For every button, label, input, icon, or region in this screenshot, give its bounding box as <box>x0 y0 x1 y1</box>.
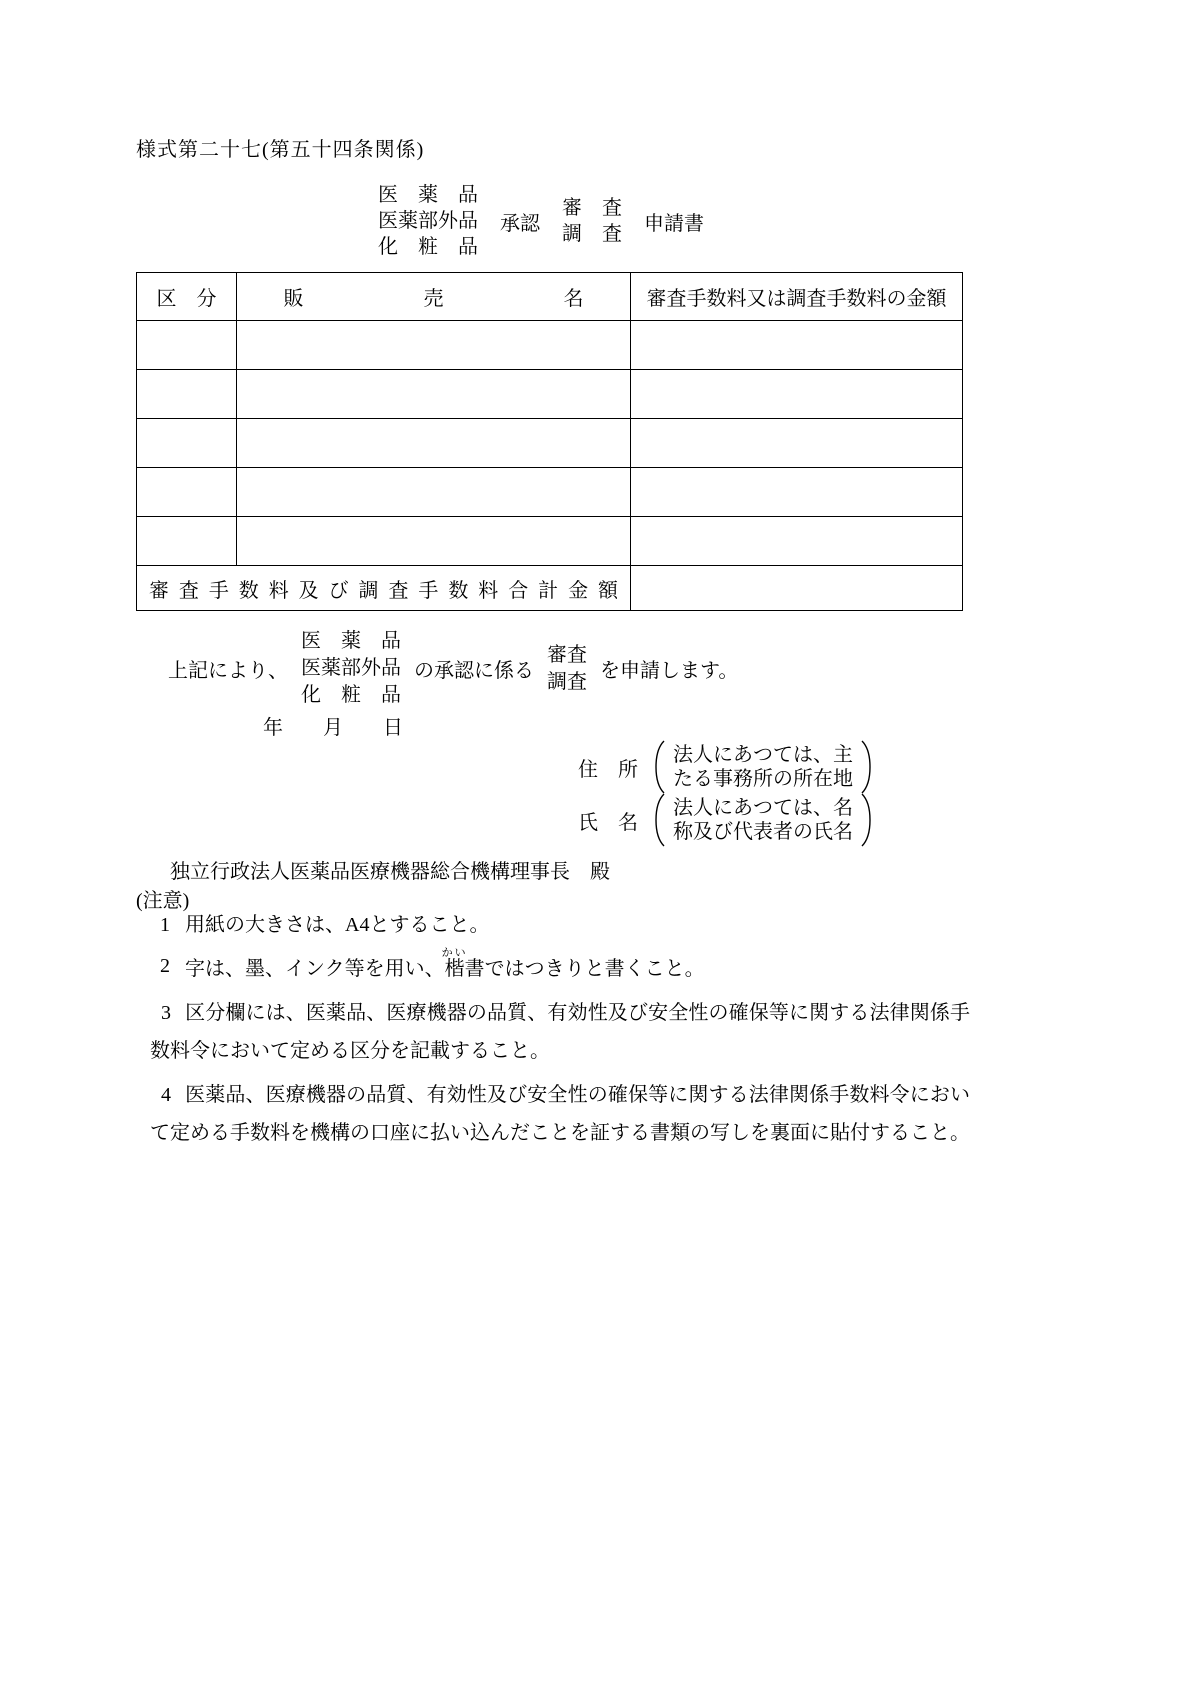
note-3-number: 3 <box>161 1002 171 1024</box>
note-item-4 <box>150 1076 970 1152</box>
empty-cell <box>631 468 963 517</box>
address-label: 住 所 <box>578 758 638 781</box>
note-1-text: 用紙の大きさは、A4とすること。 <box>185 914 490 936</box>
ruby-base: 楷 <box>441 958 468 980</box>
notes-heading: (注意) <box>136 890 190 912</box>
title-investigation-label: 調 査 <box>562 223 622 245</box>
note-2-number: 2 <box>160 955 170 977</box>
note-2-text <box>185 947 705 988</box>
note-4-number: 4 <box>161 1084 171 1106</box>
note-item-3 <box>150 994 970 1070</box>
name-note-line1: 法人にあつては、名 <box>673 797 853 819</box>
form-number-label: 様式第二十七(第五十四条関係) <box>136 139 425 161</box>
statement-review-label: 審査 <box>547 643 587 666</box>
total-amount-cell <box>631 566 963 611</box>
table-total-row <box>137 566 963 611</box>
empty-cell <box>237 419 631 468</box>
note-item-1 <box>160 906 489 944</box>
title-review-label: 審 査 <box>562 197 622 219</box>
total-label-cell: 審 査 手 数 料 及 び 調 査 手 数 料 合 計 金 額 <box>137 566 631 611</box>
title-product-type-stack <box>378 182 478 260</box>
table-empty-row <box>137 468 963 517</box>
note-3-text: 区分欄には、医薬品、医療機器の品質、有効性及び安全性の確保等に関する法律関係手数料令において定める区分を記載すること。 <box>150 1002 970 1062</box>
header-product-name: 販 売 名 <box>237 273 631 321</box>
empty-cell <box>631 321 963 370</box>
empty-cell <box>137 321 237 370</box>
title-product-type-cosmetic: 化 粧 品 <box>378 236 478 258</box>
empty-cell <box>237 517 631 566</box>
statement-middle: の承認に係る <box>414 660 534 682</box>
title-application-label: 申請書 <box>644 212 704 235</box>
right-bracket-icon <box>860 740 873 794</box>
ruby-kai <box>441 947 468 980</box>
table-empty-row <box>137 419 963 468</box>
statement-investigation-label: 調査 <box>547 670 587 693</box>
header-fee: 審査手数料又は調査手数料の金額 <box>631 273 963 321</box>
name-note <box>673 796 853 844</box>
title-review-stack <box>562 195 622 247</box>
name-row <box>578 793 873 847</box>
statement-tail: を申請します。 <box>600 660 739 682</box>
table-empty-row <box>137 517 963 566</box>
title-approval-label: 承認 <box>500 212 540 235</box>
note-2-prefix: 字は、墨、インク等を用い、 <box>185 958 445 980</box>
address-note <box>673 743 853 791</box>
form-title-block <box>378 182 704 260</box>
empty-cell <box>237 468 631 517</box>
title-product-type-pharmaceutical: 医 薬 品 <box>378 184 478 206</box>
table-empty-row <box>137 370 963 419</box>
address-row <box>578 740 873 794</box>
left-bracket-icon <box>653 740 666 794</box>
statement-lead: 上記により、 <box>168 660 288 682</box>
empty-cell <box>631 370 963 419</box>
statement-review-stack <box>547 642 587 696</box>
table-body <box>137 273 963 611</box>
name-note-line2: 称及び代表者の氏名 <box>673 821 853 843</box>
note-2-suffix: 書ではつきりと書くこと。 <box>464 958 705 980</box>
empty-cell <box>631 517 963 566</box>
note-4-text: 医薬品、医療機器の品質、有効性及び安全性の確保等に関する法律関係手数料令において定める手数料を機構の口座に払い込んだことを証する書類の写しを裏面に貼付すること。 <box>150 1084 970 1144</box>
name-label: 氏 名 <box>578 811 638 834</box>
title-product-type-quasi-drug: 医薬部外品 <box>378 210 478 232</box>
application-fee-table <box>136 272 963 611</box>
empty-cell <box>137 517 237 566</box>
note-1-number: 1 <box>160 914 170 936</box>
statement-product-type-quasi-drug: 医薬部外品 <box>301 657 401 679</box>
empty-cell <box>137 419 237 468</box>
statement-product-type-cosmetic: 化 粧 品 <box>301 684 401 706</box>
empty-cell <box>137 468 237 517</box>
empty-cell <box>631 419 963 468</box>
empty-cell <box>137 370 237 419</box>
table-empty-row <box>137 321 963 370</box>
date-line: 年 月 日 <box>263 717 403 739</box>
right-bracket-icon <box>860 793 873 847</box>
statement-product-type-stack <box>301 628 401 709</box>
empty-cell <box>237 321 631 370</box>
table-header-row <box>137 273 963 321</box>
empty-cell <box>237 370 631 419</box>
left-bracket-icon <box>653 793 666 847</box>
note-item-2 <box>160 947 705 988</box>
ruby-text: かい <box>441 947 468 959</box>
application-statement <box>168 628 738 709</box>
header-category: 区 分 <box>137 273 237 321</box>
addressee-line: 独立行政法人医薬品医療機器総合機構理事長 殿 <box>170 861 610 883</box>
address-note-line1: 法人にあつては、主 <box>673 744 853 766</box>
statement-product-type-pharmaceutical: 医 薬 品 <box>301 630 401 652</box>
address-note-line2: たる事務所の所在地 <box>673 768 853 790</box>
